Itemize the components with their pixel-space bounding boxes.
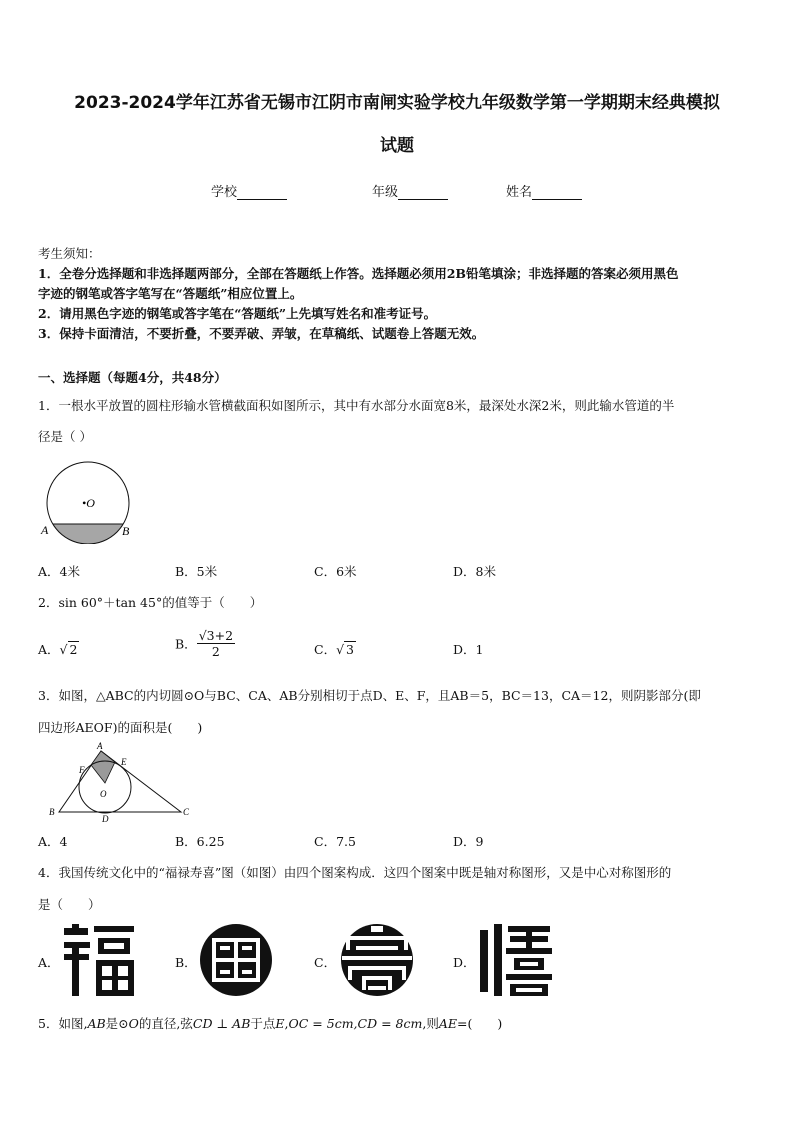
q4-option-d-label[interactable]: D． (453, 955, 476, 970)
q3-option-d[interactable]: D．9 (453, 834, 484, 849)
q2-suffix: 的值等于（ ） (162, 595, 263, 610)
q5-text: 于点 (250, 1016, 276, 1031)
q4-option-c-label[interactable]: C． (314, 955, 337, 970)
exam-notice (38, 244, 758, 344)
school-label: 学校 (211, 185, 238, 200)
vertex-b-label: B (49, 807, 55, 817)
q5-math-cd-perp-ab: CD ⊥ AB (192, 1016, 251, 1031)
q5-text: ,则 (422, 1016, 439, 1031)
q3-triangle-figure (38, 740, 198, 825)
shou-pattern-icon[interactable] (338, 922, 416, 998)
school-blank (237, 185, 287, 200)
q3-option-c[interactable]: C．7.5 (314, 834, 356, 849)
notice-item: 2．请用黑色字迹的钢笔或答字笔在“答题纸”上先填写姓名和准考证号。 (38, 306, 437, 321)
q5-math-lengths: OC = 5cm,CD = 8cm (288, 1016, 423, 1031)
q4-option-a-label[interactable]: A． (38, 955, 60, 970)
center-o-label: O (100, 789, 107, 799)
school-field (211, 181, 287, 200)
grade-label: 年级 (372, 185, 399, 200)
shaded-quadrilateral (91, 751, 115, 783)
notice-item: 1．全卷分选择题和非选择题两部分，全部在答题纸上作答。选择题必须用2B铅笔填涂；非选择题的答案必须用黑色 (38, 266, 679, 281)
question-4-text: 4．我国传统文化中的“福禄寿喜”图（如图）由四个图案构成．这四个图案中既是轴对称图形，又是中心对称图形的 (38, 865, 672, 880)
q5-math-e: E (275, 1016, 285, 1031)
question-4-text-cont: 是（ ） (38, 897, 101, 912)
name-label: 姓名 (506, 185, 533, 200)
q5-math-ab: AB (87, 1016, 106, 1031)
xi-pattern-icon[interactable] (476, 922, 554, 998)
lu-pattern-icon[interactable] (198, 922, 274, 998)
q5-math-ae: AE (438, 1016, 457, 1031)
notice-heading: 考生须知： (38, 246, 101, 261)
q2-number: 2． (38, 595, 59, 610)
question-5-text (38, 1014, 758, 1032)
point-f-label: F (79, 765, 85, 775)
question-1-text-cont: 径是（ ） (38, 429, 92, 444)
q5-text: 的直径,弦 (138, 1016, 193, 1031)
q5-text: , (284, 1016, 289, 1031)
radicand: 3 (346, 642, 354, 657)
section-heading: 一、选择题（每题4分，共48分） (38, 370, 227, 385)
q5-text: =( ) (456, 1016, 503, 1031)
radicand: 2 (69, 642, 78, 657)
point-e-label: E (121, 757, 127, 767)
option-label: C． (314, 642, 337, 657)
vertex-a-label: A (97, 741, 103, 751)
question-3-text: 3．如图，△ABC的内切圆⊙O与BC、CA、AB分别相切于点D、E、F，且AB＝5，BC＝13，CA＝12，则阴影部分(即 (38, 688, 701, 703)
q1-pipe-figure (38, 460, 138, 544)
fu-pattern-icon[interactable] (62, 922, 138, 998)
q2-expression: sin 60°＋tan 45° (58, 595, 163, 610)
q3-option-b[interactable]: B．6.25 (175, 834, 225, 849)
q1-option-c[interactable]: C．6米 (314, 564, 357, 579)
radicand: 3 (206, 628, 215, 643)
option-label: B． (175, 636, 197, 652)
vertex-c-label: C (183, 807, 190, 817)
q4-option-b-label[interactable]: B． (175, 955, 197, 970)
fraction (197, 628, 235, 659)
q1-option-b[interactable]: B．5米 (175, 564, 218, 579)
point-b-label: B (122, 524, 130, 538)
q2-option-a[interactable] (38, 640, 79, 658)
q2-option-b[interactable] (175, 628, 235, 659)
denominator: 2 (211, 644, 220, 659)
q5-text: 是⊙ (105, 1016, 129, 1031)
notice-item: 3．保持卡面清洁，不要折叠，不要弄破、弄皱，在草稿纸、试题卷上答题无效。 (38, 326, 485, 341)
triangle-abc (59, 751, 181, 812)
question-2-text (38, 593, 758, 611)
water-region (53, 524, 124, 544)
name-field (506, 181, 582, 200)
q1-option-a[interactable]: A．4米 (38, 564, 80, 579)
notice-item: 字迹的钢笔或答字笔写在“答题纸”相应位置上。 (38, 286, 303, 301)
point-a-label: A (41, 523, 49, 537)
numerator: √3+2 (198, 628, 234, 643)
q5-text: 5．如图, (38, 1016, 88, 1031)
page-title: 2023-2024学年江苏省无锡市江阴市南闸实验学校九年级数学第一学期期末经典模拟 (74, 93, 720, 113)
q1-option-d[interactable]: D．8米 (453, 564, 496, 579)
q3-option-a[interactable]: A．4 (38, 834, 68, 849)
numerator-addend: +2 (214, 628, 234, 643)
point-d-label: D (102, 814, 109, 824)
grade-field (372, 181, 448, 200)
sqrt-symbol: √ 3 (336, 642, 354, 657)
q5-math-o: O (128, 1016, 139, 1031)
grade-blank (398, 185, 448, 200)
page-title-continued: 试题 (380, 136, 414, 156)
q2-option-d[interactable]: D．1 (453, 642, 484, 657)
name-blank (532, 185, 582, 200)
option-label: A． (38, 642, 60, 657)
question-1-text: 1．一根水平放置的圆柱形输水管横截面积如图所示，其中有水部分水面宽8米，最深处水深2米，则此输水管道的半 (38, 398, 675, 413)
sqrt-symbol: √ 2 (59, 642, 78, 657)
center-label: •O (82, 496, 95, 510)
question-3-text-cont: 四边形AEOF)的面积是( ) (38, 720, 203, 735)
q2-option-c[interactable] (314, 640, 356, 658)
